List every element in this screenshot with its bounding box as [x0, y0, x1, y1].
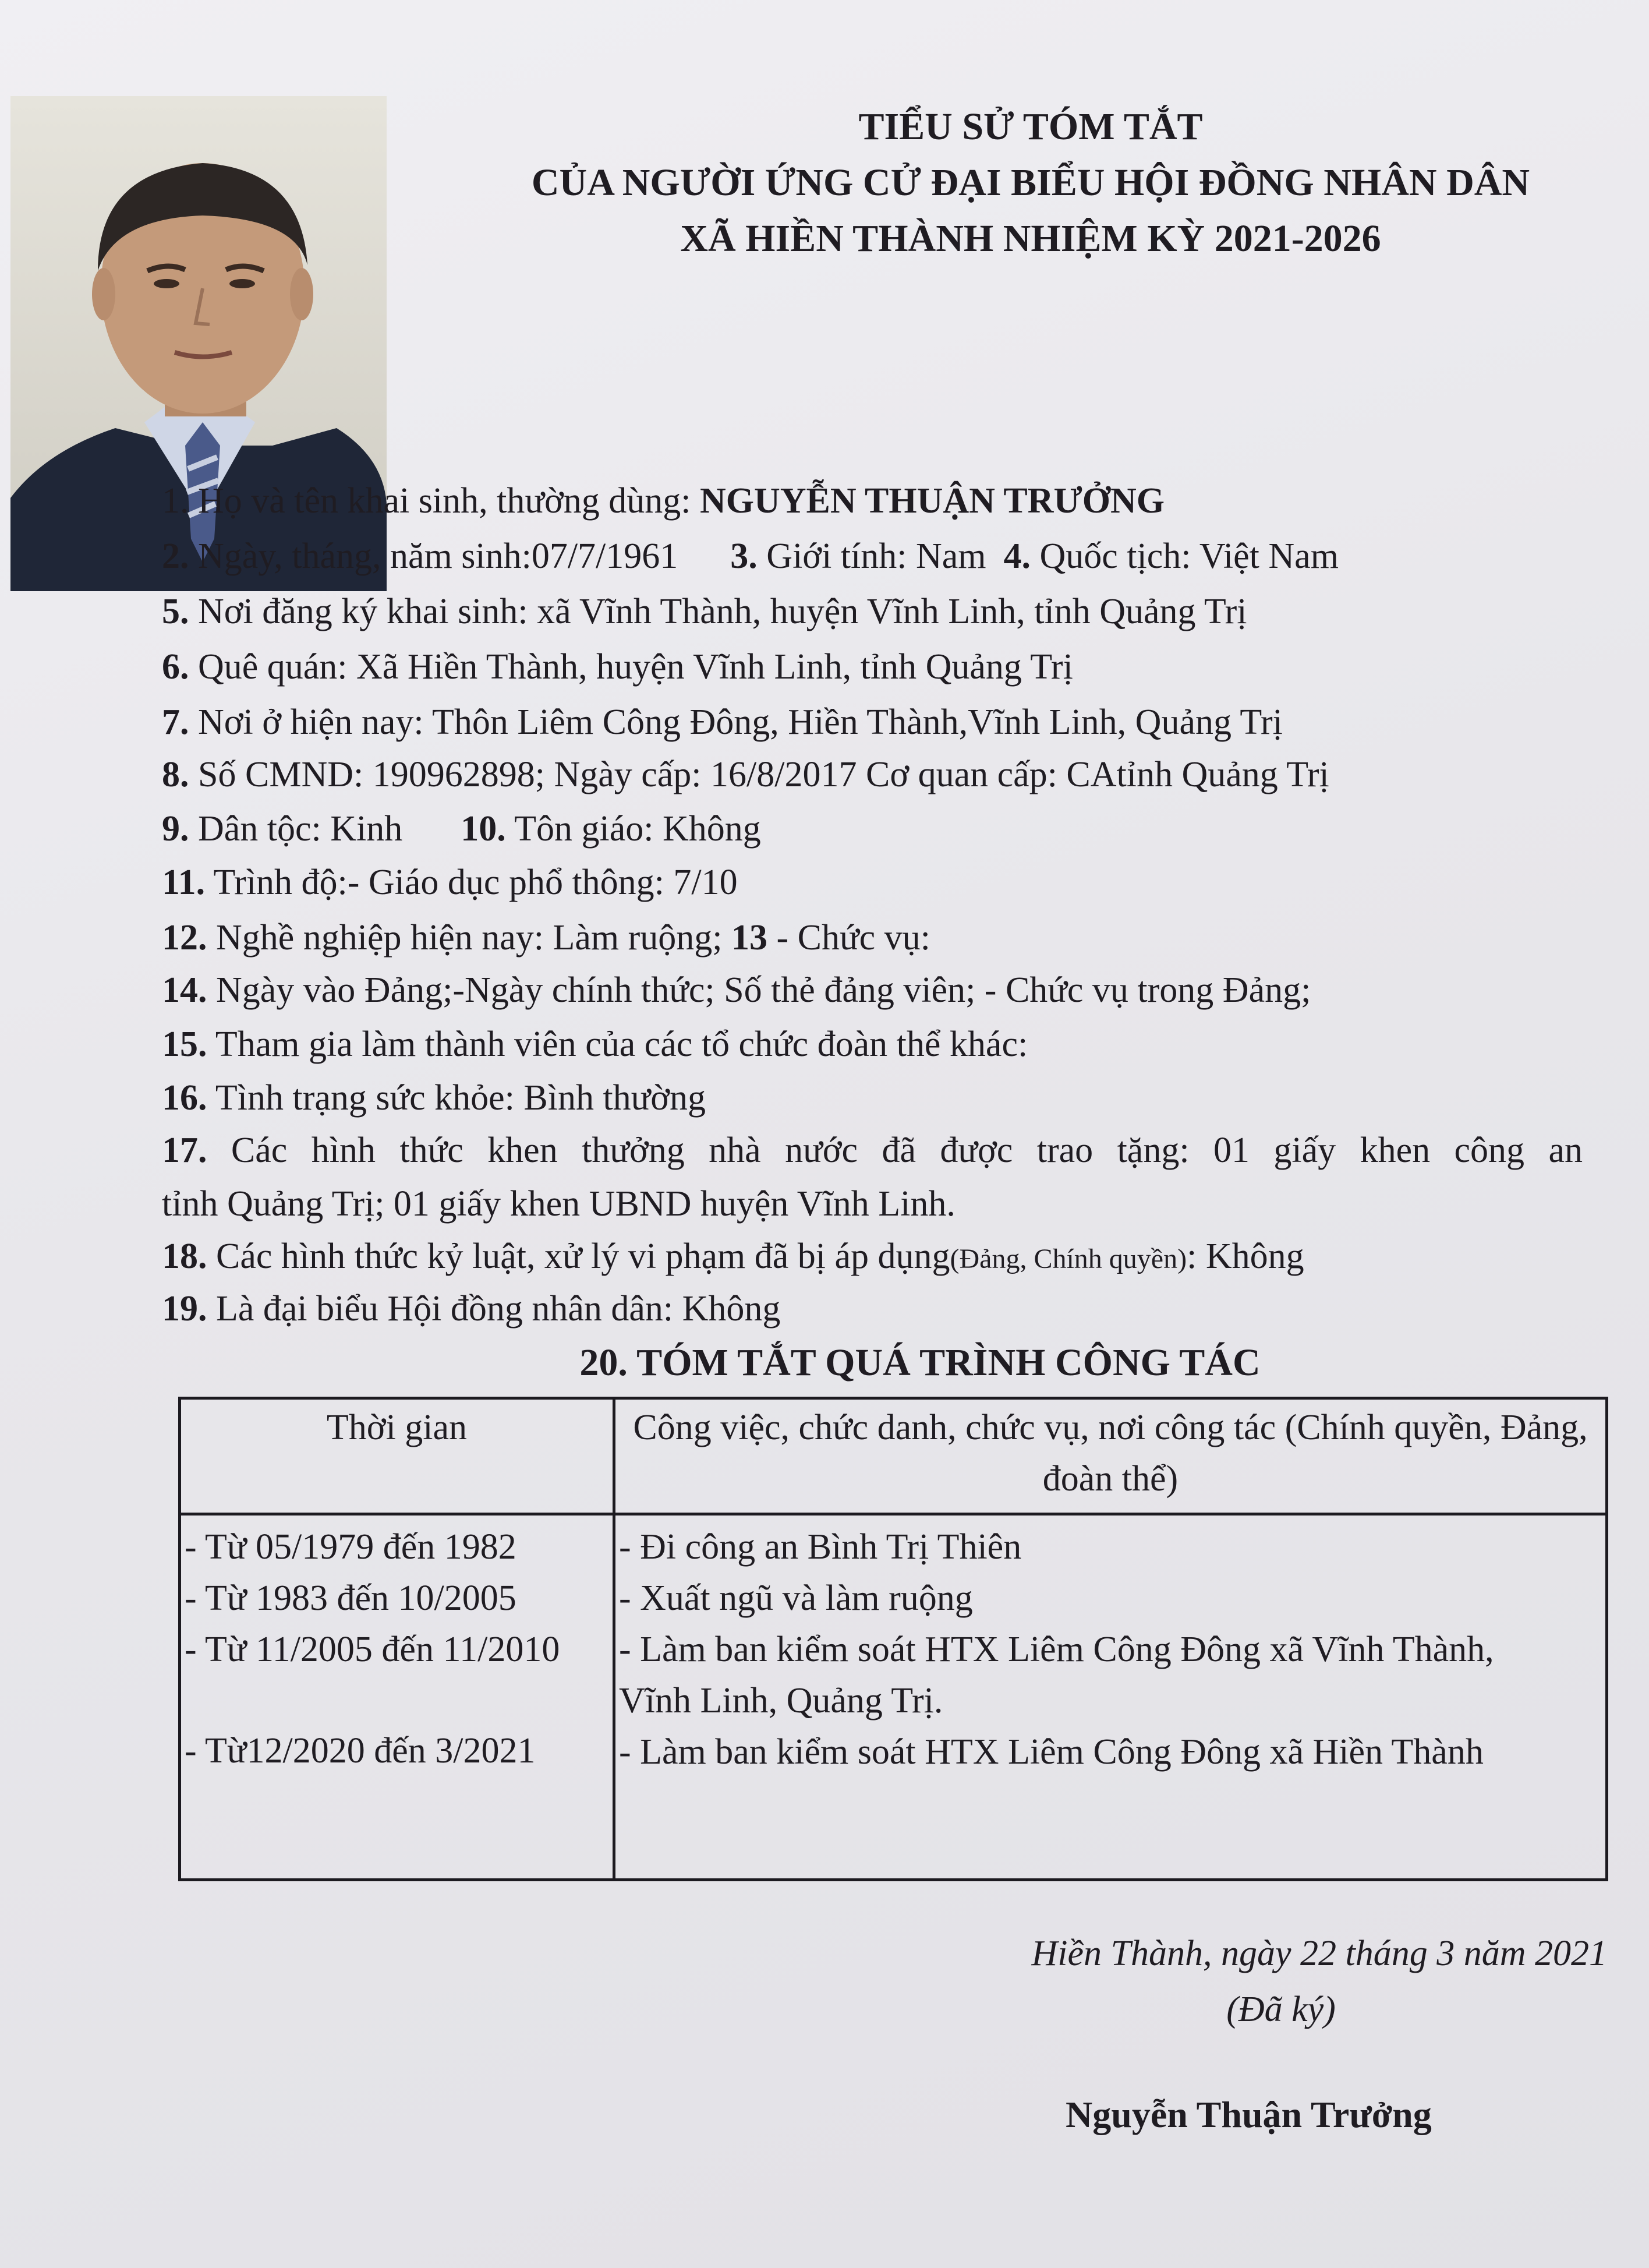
time-cell — [180, 1514, 614, 1880]
field-number: 11. — [162, 863, 206, 902]
time-entry: - Từ 11/2005 đến 11/2010 — [185, 1630, 560, 1669]
field-number: 2. — [162, 536, 189, 576]
field-number: 7. — [162, 702, 189, 742]
field-birth-gender-nationality — [162, 530, 1583, 582]
awards-text-continued: tỉnh Quảng Trị; 01 giấy khen UBND huyện Vĩnh Linh. — [162, 1184, 956, 1224]
field-number: 8. — [162, 755, 189, 794]
id-card-text: Số CMND: 190962898; Ngày cấp: 16/8/2017 Cơ quan cấp: CAtỉnh Quảng Trị — [189, 755, 1329, 794]
job-entry: - Đi công an Bình Trị Thiên — [619, 1527, 1022, 1567]
time-entry: - Từ12/2020 đến 3/2021 — [185, 1731, 536, 1771]
religion-text: Tôn giáo: Không — [505, 809, 761, 849]
field-number: 4. — [1003, 536, 1031, 576]
header-term: XÃ HIỀN THÀNH NHIỆM KỲ 2021-2026 — [680, 217, 1381, 260]
field-id-card — [162, 748, 1583, 801]
field-number: 9. — [162, 809, 189, 849]
field-full-name — [162, 475, 1583, 527]
field-number: 13 — [731, 918, 768, 958]
job-entry: - Làm ban kiểm soát HTX Liêm Công Đông xã Vĩnh Thành, — [619, 1630, 1494, 1669]
column-header-time: Thời gian — [180, 1398, 614, 1514]
job-cell — [614, 1514, 1607, 1880]
nationality-text: Quốc tịch: Việt Nam — [1031, 536, 1339, 576]
health-text: Tình trạng sức khỏe: Bình thường — [207, 1078, 706, 1118]
field-number: 14. — [162, 970, 207, 1010]
work-history-table — [178, 1397, 1608, 1881]
field-hometown — [162, 641, 1583, 693]
field-number: 19. — [162, 1289, 207, 1329]
field-occupation-position — [162, 912, 1583, 964]
field-health — [162, 1072, 1583, 1124]
organizations-text: Tham gia làm thành viên của các tổ chức đoàn thể khác: — [207, 1025, 1028, 1064]
field-ethnicity-religion — [162, 803, 1583, 855]
field-number: 15. — [162, 1025, 207, 1064]
awards-text: Các hình thức khen thưởng nhà nước đã được trao tặng: 01 giấy khen công an — [207, 1131, 1583, 1170]
job-entry: - Làm ban kiểm soát HTX Liêm Công Đông xã Hiền Thành — [619, 1732, 1484, 1772]
table-row — [180, 1514, 1607, 1880]
field-number: 3. — [730, 536, 758, 576]
place-date-line: Hiền Thành, ngày 22 tháng 3 năm 2021 — [1031, 1934, 1607, 1973]
field-discipline — [162, 1230, 1583, 1285]
field-awards-continued — [162, 1178, 1583, 1230]
field-current-residence — [162, 696, 1583, 748]
signed-note: (Đã ký) — [1226, 1990, 1336, 2029]
birth-place-text: Nơi đăng ký khai sinh: xã Vĩnh Thành, huyện Vĩnh Linh, tỉnh Quảng Trị — [189, 592, 1247, 631]
residence-text: Nơi ở hiện nay: Thôn Liêm Công Đông, Hiền Thành,Vĩnh Linh, Quảng Trị — [189, 702, 1283, 742]
job-entry-continued: Vĩnh Linh, Quảng Trị. — [619, 1681, 943, 1721]
work-history-title: 20. TÓM TẮT QUÁ TRÌNH CÔNG TÁC — [579, 1341, 1261, 1384]
field-number: 17. — [162, 1131, 207, 1170]
column-header-job: Công việc, chức danh, chức vụ, nơi công tác (Chính quyền, Đảng, đoàn thể) — [614, 1398, 1607, 1514]
field-number: 6. — [162, 647, 189, 687]
table-header-row — [180, 1398, 1607, 1514]
hometown-text: Quê quán: Xã Hiền Thành, huyện Vĩnh Linh, tỉnh Quảng Trị — [189, 647, 1073, 687]
discipline-text: Các hình thức kỷ luật, xử lý vi phạm đã bị áp dụng — [207, 1237, 950, 1276]
field-number: 12. — [162, 918, 207, 958]
discipline-value: : Không — [1187, 1237, 1304, 1276]
party-text: Ngày vào Đảng;-Ngày chính thức; Số thẻ đảng viên; - Chức vụ trong Đảng; — [207, 970, 1311, 1010]
time-entry: - Từ 05/1979 đến 1982 — [185, 1527, 516, 1567]
document-header — [454, 99, 1607, 267]
job-entry: - Xuất ngũ và làm ruộng — [619, 1578, 973, 1618]
full-name-value: NGUYỄN THUẬN TRƯỞNG — [699, 481, 1165, 521]
gender-text: Giới tính: Nam — [757, 536, 986, 576]
signer-name: Nguyễn Thuận Trưởng — [1066, 2094, 1432, 2135]
birth-date-text: Ngày, tháng, năm sinh:07/7/1961 — [189, 536, 678, 576]
field-council-delegate — [162, 1283, 1583, 1335]
field-birth-place — [162, 585, 1583, 638]
discipline-scope: (Đảng, Chính quyền) — [950, 1243, 1187, 1274]
field-awards — [162, 1124, 1583, 1177]
ethnicity-text: Dân tộc: Kinh — [189, 809, 403, 849]
header-subtitle: CỦA NGƯỜI ỨNG CỬ ĐẠI BIỂU HỘI ĐỒNG NHÂN DÂN — [531, 161, 1530, 204]
field-number: 18. — [162, 1237, 207, 1276]
occupation-text: Nghề nghiệp hiện nay: Làm ruộng; — [207, 918, 732, 958]
field-number: 16. — [162, 1078, 207, 1118]
delegate-text: Là đại biểu Hội đồng nhân dân: Không — [207, 1289, 781, 1329]
header-title: TIỂU SỬ TÓM TẮT — [858, 105, 1203, 148]
time-entry: - Từ 1983 đến 10/2005 — [185, 1578, 516, 1618]
field-party-membership — [162, 964, 1583, 1016]
field-organizations — [162, 1018, 1583, 1071]
field-label: 1. Họ và tên khai sinh, thường dùng: — [162, 481, 700, 521]
field-number: 5. — [162, 592, 189, 631]
field-number: 10. — [461, 809, 506, 849]
field-education — [162, 856, 1583, 909]
education-text: Trình độ:- Giáo dục phổ thông: 7/10 — [205, 863, 738, 902]
position-text: - Chức vụ: — [767, 918, 930, 958]
